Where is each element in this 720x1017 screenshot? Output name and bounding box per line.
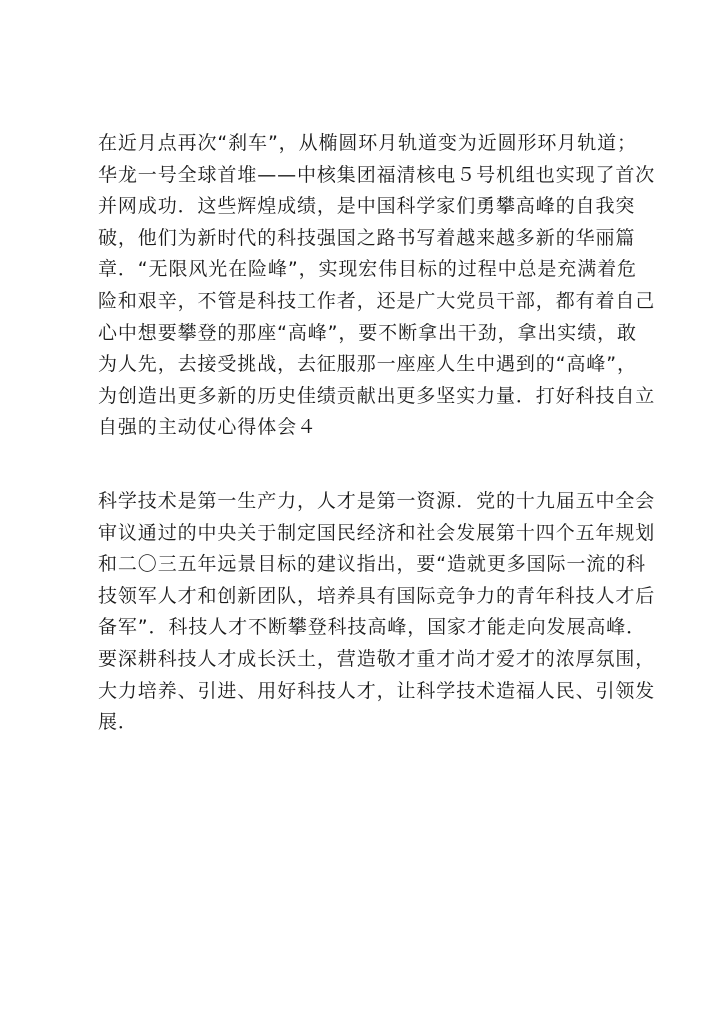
text-line: 为创造出更多新的历史佳绩贡献出更多坚实力量．打好科技自立 xyxy=(98,384,656,407)
text-line: 科学技术是第一生产力，人才是第一资源．党的十九届五中全会 xyxy=(98,489,656,512)
text-line: 为人先，去接受挑战，去征服那一座座人生中遇到的“高峰”， xyxy=(98,353,637,376)
text-line: 险和艰辛，不管是科技工作者，还是广大党员干部，都有着自己 xyxy=(98,289,656,312)
text-line: 备军”．科技人才不断攀登科技高峰，国家才能走向发展高峰． xyxy=(98,616,647,639)
text-line: 华龙一号全球首堆——中核集团福清核电５号机组也实现了首次 xyxy=(98,163,656,186)
text-line: 要深耕科技人才成长沃土，营造敬才重才尚才爱才的浓厚氛围， xyxy=(98,647,656,670)
text-line: 破，他们为新时代的科技强国之路书写着越来越多新的华丽篇 xyxy=(98,226,636,249)
paragraph-2 xyxy=(98,486,656,739)
text-line: 展． xyxy=(98,711,138,734)
text-line: 技领军人才和创新团队，培养具有国际竞争力的青年科技人才后 xyxy=(98,584,656,607)
text-line: 和二〇三五年远景目标的建议指出，要“造就更多国际一流的科 xyxy=(98,553,647,576)
text-line: 自强的主动仗心得体会４ xyxy=(98,416,317,439)
text-line: 章．“无限风光在险峰”，实现宏伟目标的过程中总是充满着危 xyxy=(98,258,637,281)
text-line: 并网成功．这些辉煌成绩，是中国科学家们勇攀高峰的自我突 xyxy=(98,195,636,218)
text-line: 心中想要攀登的那座“高峰”，要不断拿出干劲，拿出实绩，敢 xyxy=(98,321,637,344)
paragraph-1 xyxy=(98,128,656,444)
text-line: 审议通过的中央关于制定国民经济和社会发展第十四个五年规划 xyxy=(98,521,656,544)
document-body xyxy=(98,128,656,739)
text-line: 大力培养、引进、用好科技人才，让科学技术造福人民、引领发 xyxy=(98,679,656,702)
text-line: 在近月点再次“刹车”，从椭圆环月轨道变为近圆形环月轨道； xyxy=(98,132,637,154)
